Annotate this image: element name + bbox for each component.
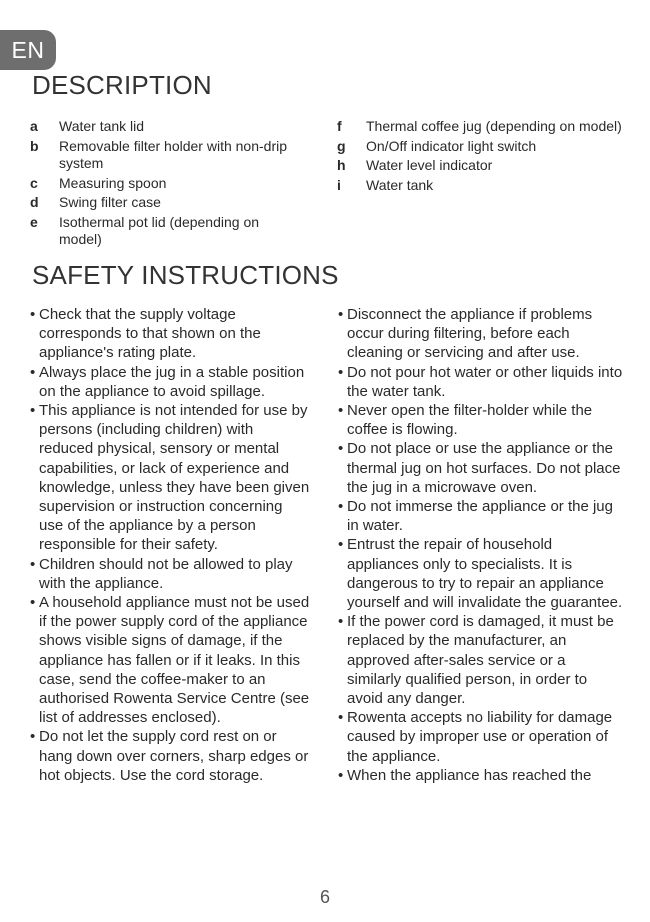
safety-text: Disconnect the appliance if problems occur during filtering, before each cleaning or servicing and after use.	[347, 306, 593, 362]
description-item	[30, 175, 305, 193]
safety-text: This appliance is not intended for use by persons (including children) with reduced physical, sensory or mental capabilities, or lack of experience and knowledge, unless they have been given supervision or instruction concerning use of the appliance by a person responsible for their safety.	[39, 402, 310, 554]
safety-item	[338, 363, 623, 401]
safety-item	[338, 766, 623, 785]
item-letter: a	[30, 118, 38, 134]
safety-text: Do not place or use the appliance or the thermal jug on hot surfaces. Do not place the jug in a microwave oven.	[347, 440, 621, 496]
description-item	[337, 157, 627, 175]
page-number: 6	[319, 887, 330, 907]
item-letter: i	[337, 176, 341, 193]
bullet-icon: •	[338, 536, 344, 554]
item-text: Water tank	[366, 176, 434, 193]
safety-item	[30, 305, 310, 363]
item-letter: c	[30, 174, 38, 191]
bullet-icon: •	[338, 363, 344, 381]
description-item	[30, 138, 305, 173]
item-text: Water tank lid	[59, 118, 145, 134]
safety-item	[30, 727, 310, 785]
item-text: Removable filter holder with non-drip system	[59, 137, 287, 171]
safety-text: Do not immerse the appliance or the jug in water.	[347, 498, 613, 535]
safety-list-left	[30, 305, 310, 785]
description-item	[30, 194, 305, 212]
bullet-icon: •	[30, 363, 36, 381]
item-text: On/Off indicator light switch	[366, 137, 537, 154]
item-letter: b	[30, 137, 39, 154]
item-letter: f	[337, 118, 342, 134]
safety-item	[338, 401, 623, 439]
safety-item	[338, 612, 623, 708]
safety-item	[30, 401, 310, 555]
safety-text: If the power cord is damaged, it must be replaced by the manufacturer, an approved after-sales service or a similarly qualified person, in order to avoid any danger.	[347, 613, 614, 708]
bullet-icon: •	[30, 728, 36, 746]
safety-item	[338, 708, 623, 766]
bullet-icon: •	[338, 709, 344, 727]
language-tab: EN	[0, 30, 56, 70]
bullet-icon: •	[30, 555, 36, 573]
item-letter: h	[337, 157, 346, 173]
description-item	[30, 214, 305, 249]
safety-text: When the appliance has reached the	[347, 766, 592, 784]
safety-text: Do not pour hot water or other liquids into the water tank.	[347, 363, 623, 400]
item-letter: e	[30, 213, 38, 230]
safety-item	[30, 555, 310, 593]
safety-text: A household appliance must not be used if the power supply cord of the appliance shows visible signs of damage, if the appliance has fallen or if it leaks. In this case, send the coffee-maker to an authorised Rowenta Service Centre (see list of addresses enclosed).	[39, 594, 310, 727]
item-text: Thermal coffee jug (depending on model)	[366, 118, 622, 134]
safety-item	[338, 305, 623, 363]
bullet-icon: •	[338, 402, 344, 420]
safety-list-right	[338, 305, 623, 785]
bullet-icon: •	[338, 498, 344, 516]
safety-item	[30, 363, 310, 401]
item-text: Water level indicator	[366, 157, 493, 173]
safety-item	[338, 497, 623, 535]
safety-text: Check that the supply voltage corresponds to that shown on the appliance's rating plate.	[39, 306, 261, 362]
safety-item	[338, 439, 623, 497]
bullet-icon: •	[30, 306, 36, 323]
description-list-right	[337, 118, 627, 196]
safety-text: Always place the jug in a stable position on the appliance to avoid spillage.	[39, 363, 305, 400]
item-letter: d	[30, 194, 39, 210]
safety-text: Children should not be allowed to play with the appliance.	[39, 555, 293, 592]
description-item	[30, 118, 305, 136]
item-text: Swing filter case	[59, 194, 161, 210]
safety-text: Entrust the repair of household appliances only to specialists. It is dangerous to try to repair an appliance yourself and will invalidate the guarantee.	[347, 536, 623, 612]
safety-text: Never open the filter-holder while the coffee is flowing.	[347, 402, 593, 439]
bullet-icon: •	[30, 402, 36, 420]
bullet-icon: •	[30, 594, 36, 612]
safety-text: Rowenta accepts no liability for damage caused by improper use or operation of the appliance.	[347, 709, 613, 765]
safety-item	[338, 535, 623, 612]
bullet-icon: •	[338, 306, 344, 323]
safety-text: Do not let the supply cord rest on or hang down over corners, sharp edges or hot objects. Use the cord storage.	[39, 728, 309, 784]
description-heading: DESCRIPTION	[32, 70, 212, 100]
safety-heading: SAFETY INSTRUCTIONS	[32, 260, 339, 290]
bullet-icon: •	[338, 440, 344, 458]
description-list-left	[30, 118, 305, 251]
item-letter: g	[337, 137, 346, 154]
item-text: Measuring spoon	[59, 174, 167, 191]
description-item	[337, 118, 627, 136]
item-text: Isothermal pot lid (depending on model)	[59, 213, 260, 247]
description-item	[337, 177, 627, 195]
bullet-icon: •	[338, 766, 344, 784]
description-item	[337, 138, 627, 156]
safety-item	[30, 593, 310, 727]
bullet-icon: •	[338, 613, 344, 631]
